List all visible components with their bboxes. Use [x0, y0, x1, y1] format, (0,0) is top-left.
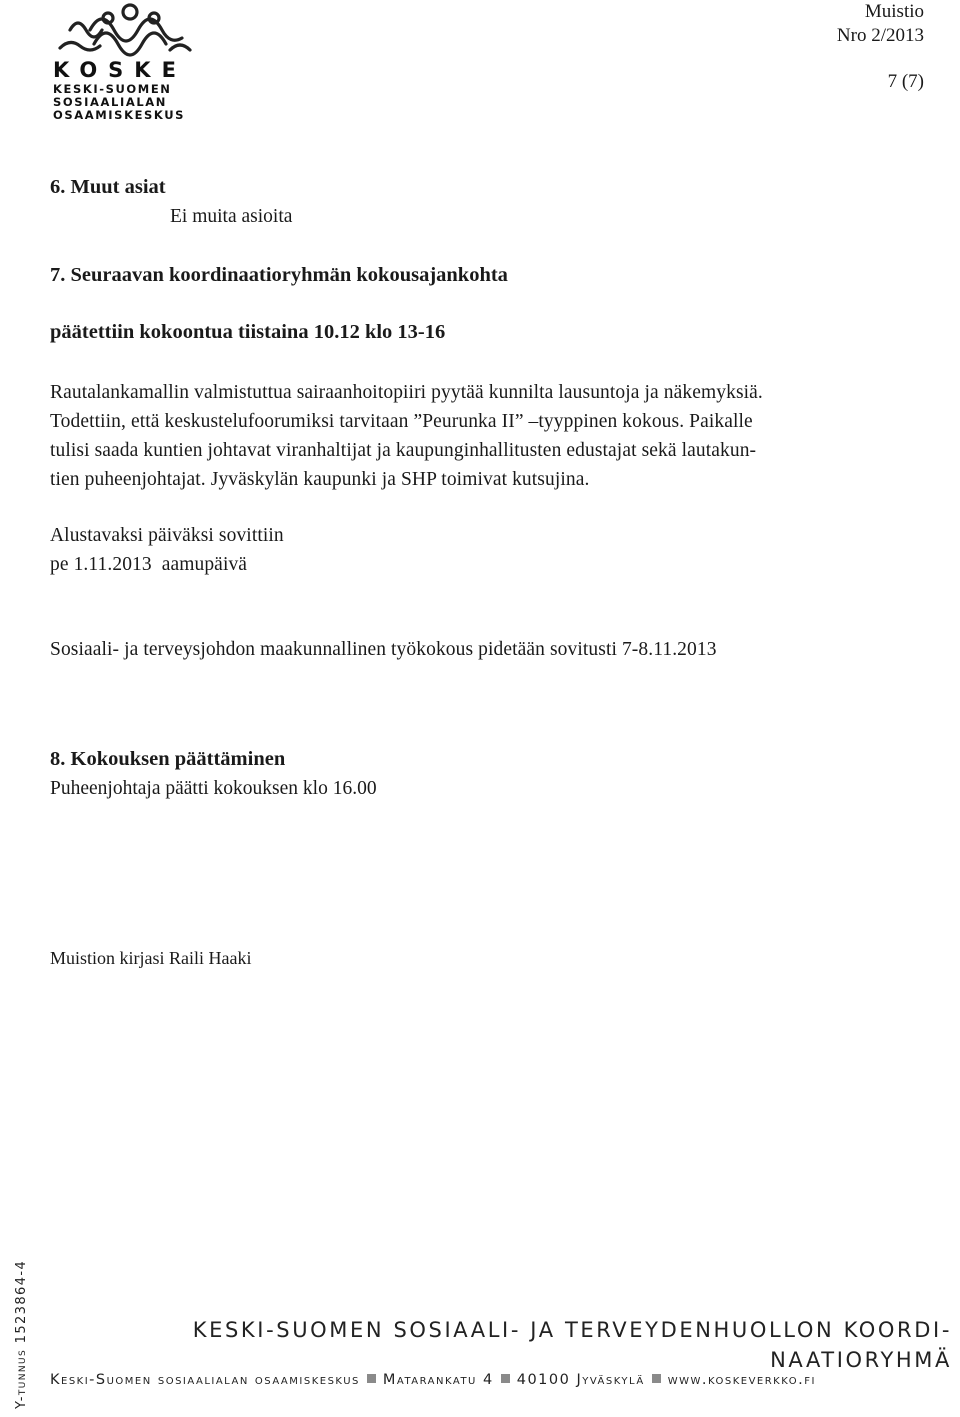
square-separator-icon [652, 1374, 661, 1383]
paragraph-line: Todettiin, että keskustelufoorumiksi tarvitaan ”Peurunka II” –tyyppinen kokous. Paikalle [50, 411, 753, 432]
section-6-heading: 6. Muut asiat [50, 176, 166, 198]
section-8-text: Puheenjohtaja päätti kokouksen klo 16.00 [50, 778, 377, 799]
paragraph-2 [50, 521, 930, 579]
paragraph-3: Sosiaali- ja terveysjohdon maakunnallinen työkokous pidetään sovitusti 7-8.11.2013 [50, 639, 717, 660]
section-8-heading: 8. Kokouksen päättäminen [50, 748, 286, 770]
paragraph-line: pe 1.11.2013 aamupäivä [50, 554, 248, 575]
paragraph-line: tulisi saada kuntien johtavat viranhaltijat ja kaupunginhallitusten edustajat sekä lautakun- [50, 440, 757, 461]
section-6-text: Ei muita asioita [170, 206, 293, 227]
footer-title-line: NAATIORYHMÄ [770, 1348, 952, 1372]
footer-org: Keski-Suomen sosiaalialan osaamiskeskus [50, 1372, 360, 1388]
business-id: Y-tunnus 1523864-4 [14, 1259, 29, 1409]
footer-website-link[interactable]: www.koskeverkko.fi [667, 1372, 816, 1388]
square-separator-icon [367, 1374, 376, 1383]
logo-subline: KESKI-SUOMEN [53, 82, 172, 96]
footer-title [92, 1315, 952, 1375]
section-7-heading: 7. Seuraavan koordinaatioryhmän kokousajankohta [50, 264, 508, 286]
signature-line: Muistion kirjasi Raili Haaki [50, 948, 252, 968]
business-id-vertical [0, 1239, 29, 1409]
document-number: Nro 2/2013 [836, 25, 924, 46]
section-7-decision: päätettiin kokoontua tiistaina 10.12 klo 13-16 [50, 321, 446, 343]
footer-title-line: KESKI-SUOMEN SOSIAALI- JA TERVEYDENHUOLLON KOORDI- [192, 1318, 952, 1342]
document-type: Muistio [864, 1, 924, 22]
paragraph-line: tien puheenjohtajat. Jyväskylän kaupunki ja SHP toimivat kutsujina. [50, 469, 590, 490]
square-separator-icon [501, 1374, 510, 1383]
footer-address: Matarankatu 4 [382, 1372, 494, 1388]
logo-name: KOSKE [53, 58, 187, 82]
paragraph-line: Rautalankamallin valmistuttua sairaanhoitopiiri pyytää kunnilta lausuntoja ja näkemyksiä. [50, 382, 763, 403]
logo-subline: OSAAMISKESKUS [53, 108, 186, 122]
koske-logo [50, 0, 200, 120]
footer-contact-line [50, 1372, 950, 1388]
footer-city: 40100 Jyväskylä [516, 1372, 645, 1388]
page-number: 7 (7) [887, 71, 924, 92]
paragraph-1 [50, 378, 930, 494]
logo-subline: SOSIAALIALAN [53, 95, 167, 109]
paragraph-line: Alustavaksi päiväksi sovittiin [50, 525, 284, 546]
koske-knot-emblem-icon [50, 0, 200, 58]
